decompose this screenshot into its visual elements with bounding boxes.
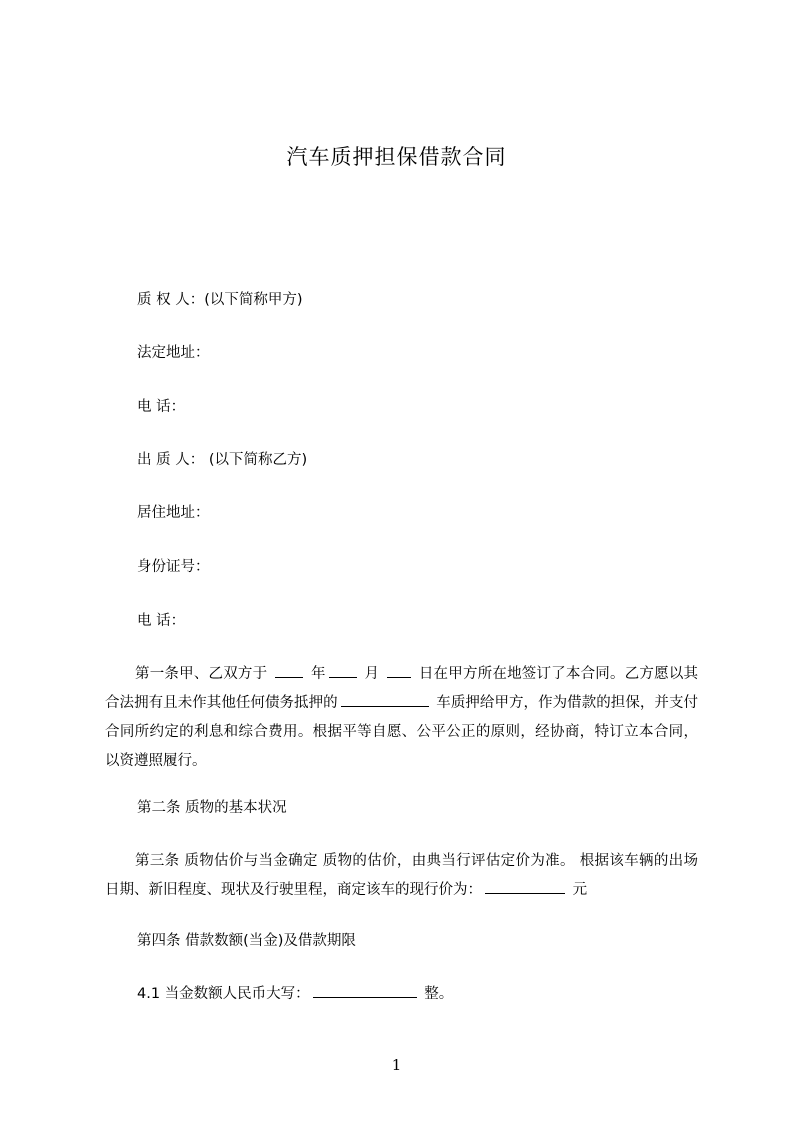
article-3-paragraph <box>105 847 698 905</box>
document-title: 汽车质押担保借款合同 <box>286 145 507 169</box>
article-2-heading: 第二条 质物的基本状况 <box>137 800 287 816</box>
page-number: 1 <box>391 1056 402 1074</box>
year-blank <box>275 663 303 678</box>
article-4-heading: 第四条 借款数额(当金)及借款期限 <box>137 933 356 949</box>
id-number-label: 身份证号： <box>137 559 210 575</box>
pledgee-phone-label: 电 话： <box>137 399 186 415</box>
amount-blank <box>313 983 417 998</box>
article-1-text-d: 日在甲方所在地签订了本合同。乙方愿以其合法拥有且未作其他任何债务抵押的 <box>105 666 699 711</box>
price-blank <box>485 879 565 894</box>
vehicle-blank <box>341 692 429 707</box>
residence-address-label: 居住地址： <box>137 505 210 521</box>
article-1-text-a: 第一条甲、乙双方于 <box>135 666 273 682</box>
pledgor-label: 出 质 人： (以下简称乙方) <box>137 452 308 468</box>
day-blank <box>387 663 411 678</box>
article-3-text-a: 第三条 质物估价与当金确定 质物的估价，由典当行评估定价为准。 根据该车辆的出场日期、新旧程度、现状及行驶里程，商定该车的现行价为： <box>105 853 698 898</box>
clause-4-1 <box>137 983 453 1005</box>
month-blank <box>329 663 357 678</box>
legal-address-label: 法定地址： <box>137 345 210 361</box>
article-1-text-c: 月 <box>359 666 385 682</box>
pledgee-label: 质 权 人：(以下简称甲方) <box>137 292 303 308</box>
article-1-text-e: 车质押给甲方，作为借款的担保，并支付合同所约定的利息和综合费用。根据平等自愿、公平公正的原则，经协商，特订立本合同，以资遵照履行。 <box>105 695 699 769</box>
clause-4-1-text-a: 4.1 当金数额人民币大写： <box>137 986 310 1002</box>
pledgor-phone-label: 电 话： <box>137 613 186 629</box>
article-1-text-b: 年 <box>306 666 326 682</box>
article-3-text-b: 元 <box>568 882 588 898</box>
clause-4-1-text-b: 整。 <box>419 986 454 1002</box>
article-1-paragraph <box>105 660 698 776</box>
